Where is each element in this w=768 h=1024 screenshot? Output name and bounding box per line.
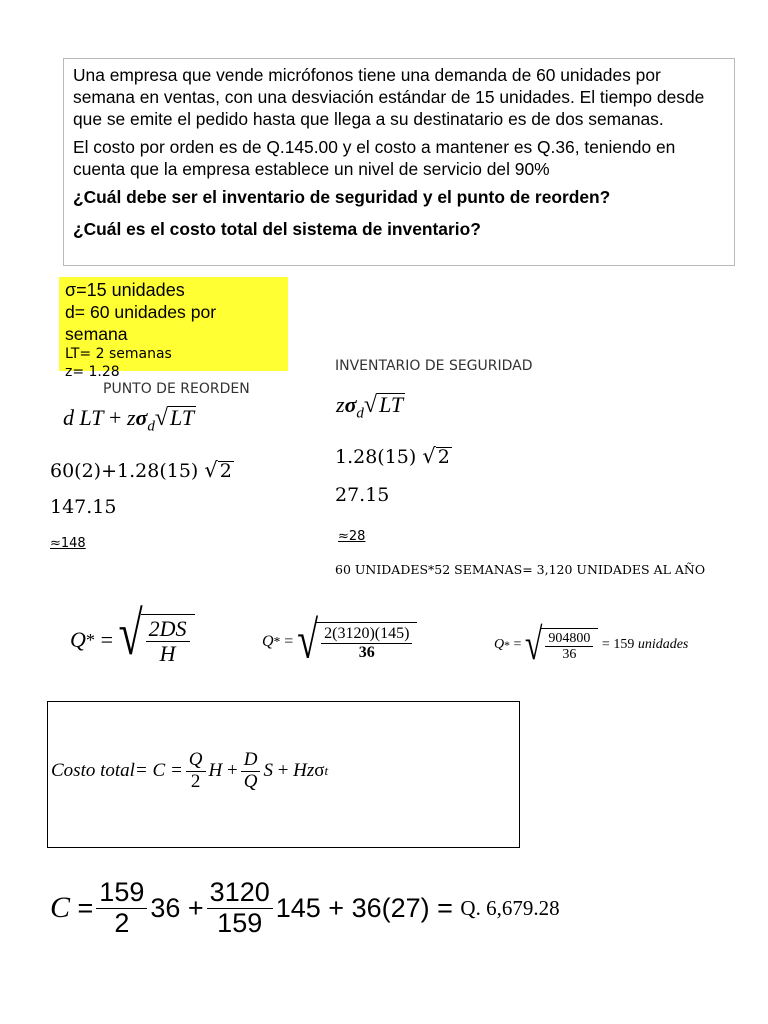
eoq-calc-denominator: 36 (562, 647, 577, 663)
safety-heading: INVENTARIO DE SEGURIDAD (335, 358, 533, 374)
eoq-general-numerator: 2DS (146, 617, 190, 642)
safety-sqrt-arg: 2 (437, 446, 450, 468)
total-cost-label: Costo total= (51, 760, 148, 782)
given-sigma: σ=15 unidades (65, 280, 185, 300)
given-data-highlight (59, 277, 288, 380)
problem-statement-box (63, 58, 735, 266)
reorder-sqrt-arg: 2 (219, 460, 232, 482)
reorder-substitution: 60(2)+1.28(15) √ 2 (50, 458, 232, 482)
total-cost-result: Q. 6,679.28 (460, 895, 560, 920)
calc-frac2-denominator: 159 (217, 907, 263, 938)
reorder-heading: PUNTO DE REORDEN (103, 381, 250, 397)
question-2: ¿Cuál es el costo total del sistema de inventario? (73, 219, 481, 239)
safety-result: 27.15 (335, 484, 390, 506)
safety-rounded: ≈28 (338, 529, 366, 544)
eoq-result-formula: Q * = √ $\frac{904800}{36}$ = 159 unidades (494, 618, 689, 669)
eoq-result-value: = 159 (601, 637, 635, 653)
reorder-result: 147.15 (50, 496, 117, 518)
calc-middle-2: 145 + 36(27) = (275, 892, 453, 923)
annual-demand-note: 60 UNIDADES*52 SEMANAS= 3,120 UNIDADES AL AÑO (335, 562, 706, 577)
given-z: z= 1.28 (65, 364, 120, 380)
total-cost-box (47, 701, 520, 848)
eoq-sub-denominator: 36 (358, 643, 375, 661)
reorder-rounded: ≈148 (50, 536, 86, 551)
eoq-sub-numerator: 2(3120)(145) (321, 625, 412, 644)
total-cost-calculation: C = $\frac{159}{2}$ 36 + $\frac{3120}{159}$ 145 + 36(27) = Q. 6,679.28 (50, 877, 560, 938)
calc-frac1-denominator: 2 (114, 907, 130, 938)
reorder-substitution-text: 60(2)+1.28(15) (50, 460, 199, 482)
question-1: ¿Cuál debe ser el inventario de seguridad y el punto de reorden? (73, 187, 611, 207)
eoq-result-unit: unidades (637, 637, 689, 653)
reorder-formula: d LT + $z\sigma_d√LT$ (63, 405, 195, 435)
calc-frac2-numerator: 3120 (207, 878, 273, 909)
calc-frac1-numerator: 159 (96, 878, 147, 909)
calc-middle-1: 36 + (150, 892, 204, 923)
given-demand: d= 60 unidades por semana (65, 302, 217, 344)
total-cost-formula: Costo total= C = $\frac{Q}{2}$ H + $\frac{D}{Q}$ S + Hz σ t (51, 749, 329, 792)
eoq-substituted-formula: Q * = √ $\frac{2(3120)(145)}{36}$ (262, 622, 417, 661)
problem-paragraph-2: El costo por orden es de Q.145.00 y el costo a mantener es Q.36, teniendo en cuenta que la empresa establece un nivel de servicio del 90% (73, 137, 676, 179)
eoq-calc-numerator: 904800 (545, 631, 593, 647)
eoq-general-formula: Q * = √ $\frac{2DS}{H}$ (70, 614, 195, 666)
safety-substitution: 1.28(15) √ 2 (335, 444, 450, 468)
total-cost-lhs: C = (152, 760, 183, 782)
problem-paragraph-1: Una empresa que vende micrófonos tiene una demanda de 60 unidades por semana en ventas, con una desviación estándar de 15 unidades. El tiempo desde que se emite el pedido hasta que llega a su destinatario es de dos semanas. (73, 65, 705, 129)
safety-substitution-text: 1.28(15) (335, 446, 417, 468)
eoq-general-denominator: H (159, 641, 176, 667)
given-lead-time: LT= 2 semanas (65, 346, 172, 362)
safety-formula: $z\sigma_d√LT$ (336, 392, 404, 422)
